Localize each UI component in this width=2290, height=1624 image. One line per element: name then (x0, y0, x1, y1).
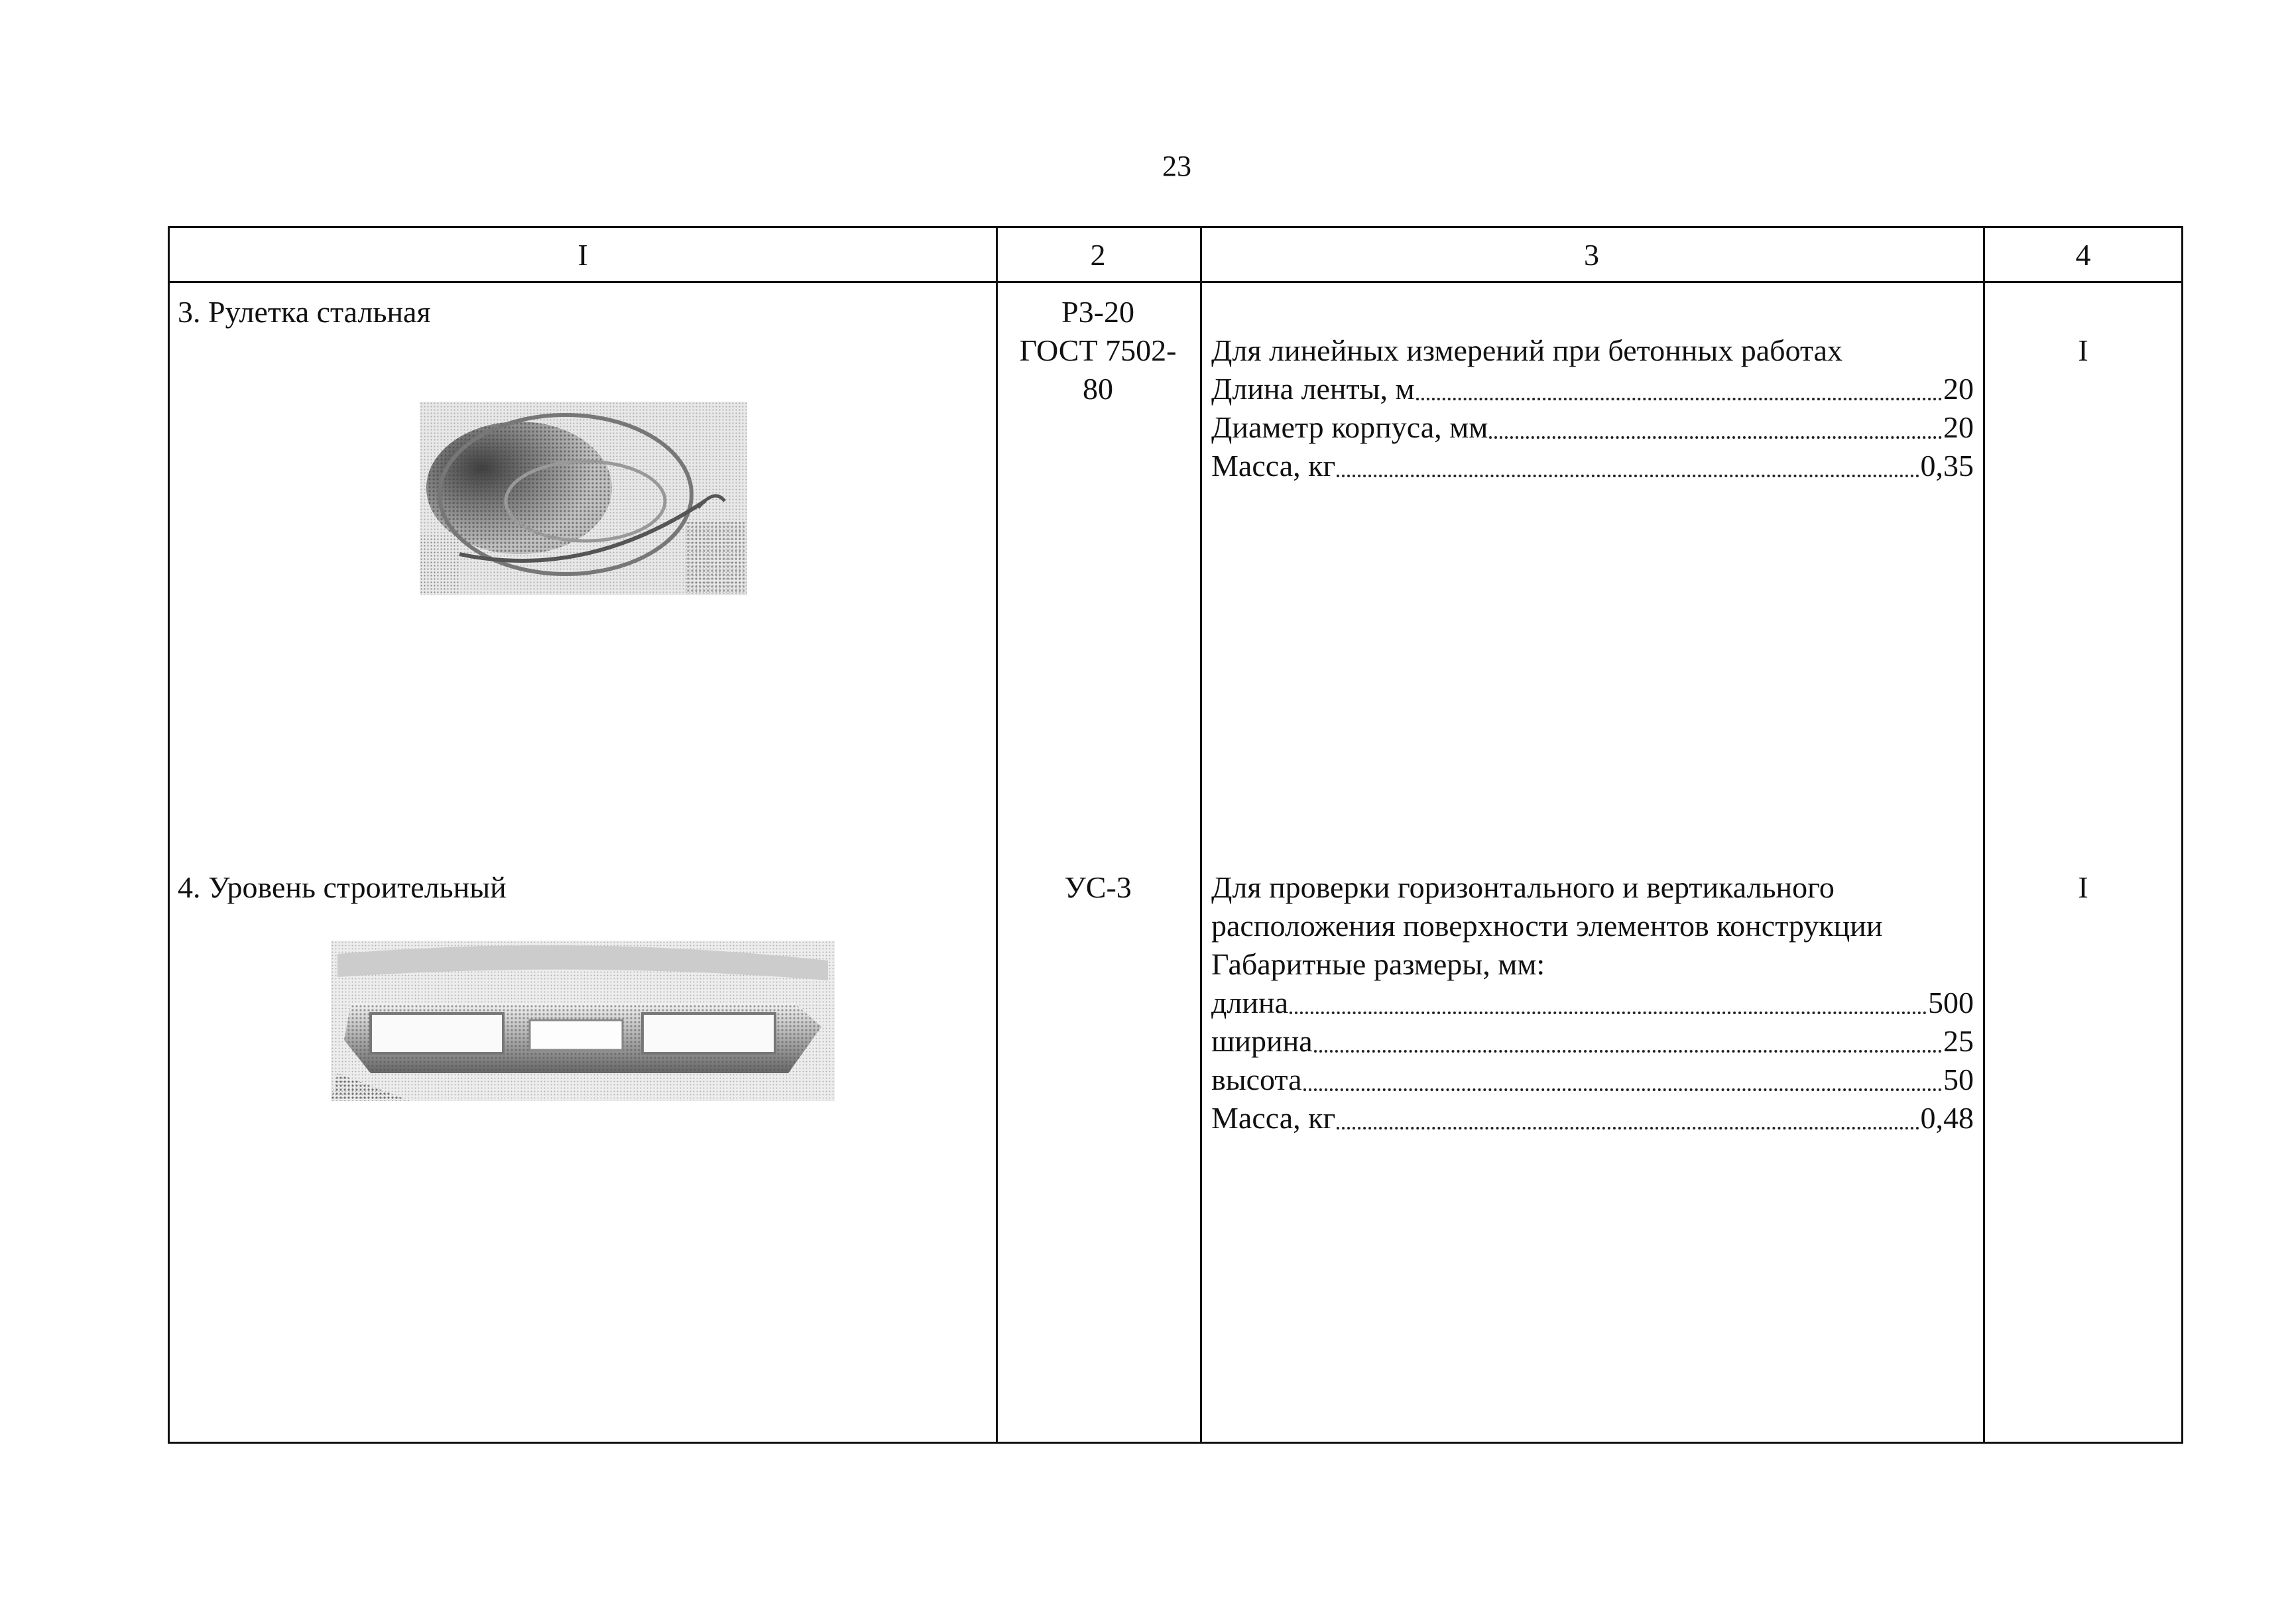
item-name: 4. Уровень строительный (178, 870, 507, 904)
spec-label: Длина ленты, м (1211, 372, 1415, 406)
leader-dots (1337, 475, 1919, 477)
column-divider (1200, 228, 1202, 1442)
spec-value: 500 (1928, 986, 1974, 1019)
spec-label: Масса, кг (1211, 449, 1336, 483)
page-number: 23 (1162, 150, 1191, 182)
description-text: Для проверки горизонтального и вертикального (1211, 870, 1835, 904)
leader-dots (1489, 436, 1942, 439)
leader-dots (1314, 1050, 1942, 1053)
model-line: Р3-20 (1061, 295, 1134, 329)
column-divider (996, 228, 998, 1442)
spirit-level-photo (331, 941, 835, 1101)
model-line: 80 (1083, 372, 1113, 406)
description-cell (1211, 868, 1974, 1137)
spec-label: высота (1211, 1063, 1302, 1096)
spec-value: 0,48 (1920, 1101, 1974, 1135)
category-cell: I (2078, 870, 2088, 904)
spec-line (1211, 408, 1974, 447)
spec-line (1211, 1022, 1974, 1061)
leader-dots (1303, 1088, 1942, 1091)
spec-label: Масса, кг (1211, 1101, 1336, 1135)
header-col-3: 3 (1584, 238, 1599, 272)
item-name: 3. Рулетка стальная (178, 295, 431, 329)
spec-label: Диаметр корпуса, мм (1211, 410, 1488, 444)
model-cell (996, 868, 1200, 907)
leader-dots (1290, 1012, 1927, 1014)
description-text: расположения поверхности элементов конструкции (1211, 909, 1883, 943)
spec-value: 25 (1943, 1024, 1974, 1058)
description-cell (1211, 331, 1974, 485)
header-col-4: 4 (2075, 238, 2091, 272)
spec-value: 0,35 (1920, 449, 1974, 483)
leader-dots (1416, 398, 1942, 400)
equipment-table (168, 226, 2183, 1444)
header-col-1: I (577, 238, 588, 272)
spec-value: 50 (1943, 1063, 1974, 1096)
spec-label: ширина (1211, 1024, 1313, 1058)
model-cell (996, 293, 1200, 408)
model-line: ГОСТ 7502- (1019, 333, 1177, 367)
spec-line (1211, 1099, 1974, 1137)
description-text: Габаритные размеры, мм: (1211, 947, 1545, 981)
spec-label: длина (1211, 986, 1289, 1019)
spec-line (1211, 447, 1974, 485)
model-line: УС-3 (1064, 870, 1132, 904)
header-divider (170, 281, 2181, 283)
header-col-2: 2 (1090, 238, 1106, 272)
spec-line (1211, 1061, 1974, 1099)
spec-line (1211, 984, 1974, 1022)
description-text: Для линейных измерений при бетонных работах (1211, 333, 1843, 367)
column-divider (1983, 228, 1985, 1442)
category-cell: I (2078, 333, 2088, 367)
spec-value: 20 (1943, 410, 1974, 444)
tape-measure-photo (420, 402, 747, 595)
spec-line (1211, 370, 1974, 408)
spec-value: 20 (1943, 372, 1974, 406)
leader-dots (1337, 1127, 1919, 1130)
